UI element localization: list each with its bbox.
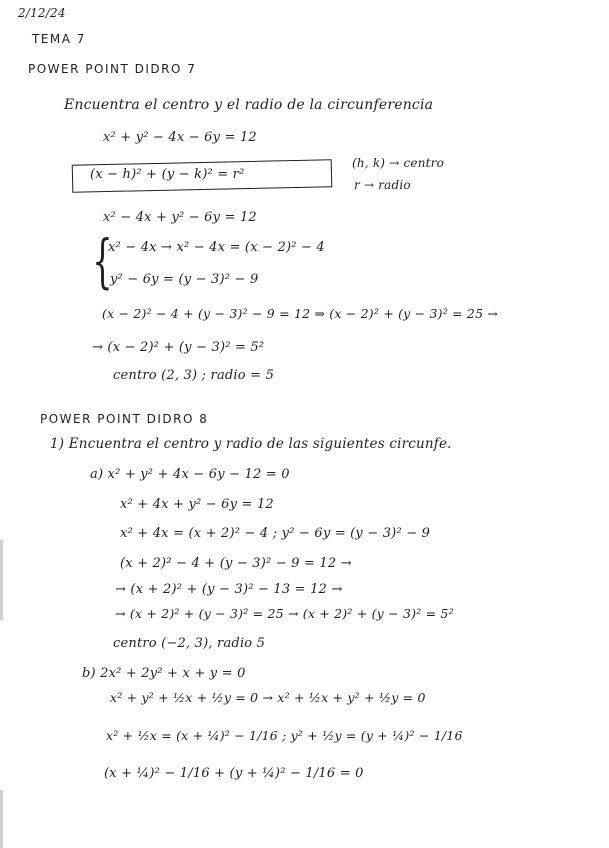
note-center: (h, k) → centro (352, 156, 445, 170)
b-line2: x² + ½x = (x + ¼)² − 1/16 ; y² + ½y = (y + ¼)² − 1/16 (106, 728, 463, 743)
pp8-question: 1) Encuentra el centro y radio de las siguientes circunfe. (50, 436, 452, 452)
a-line1: x² + 4x + y² − 6y = 12 (120, 497, 274, 512)
a-line4: → (x + 2)² + (y − 3)² − 13 = 12 → (115, 582, 343, 597)
powerpoint-8-title: POWER POINT DIDRO 8 (40, 412, 209, 426)
ex1-result: centro (2, 3) ; radio = 5 (113, 368, 275, 383)
ex1-step1: x² − 4x + y² − 6y = 12 (103, 210, 257, 225)
b-line1: x² + y² + ½x + ½y = 0 → x² + ½x + y² + ½y = 0 (110, 690, 426, 705)
general-form: (x − h)² + (y − k)² = r² (90, 167, 245, 182)
ex1-step4: (x − 2)² − 4 + (y − 3)² − 9 = 12 ⇒ (x − 2)² + (y − 3)² = 25 → (102, 306, 499, 321)
ex1-step5: → (x − 2)² + (y − 3)² = 5² (92, 340, 265, 355)
b-line3: (x + ¼)² − 1/16 + (y + ¼)² − 1/16 = 0 (104, 766, 364, 781)
scan-edge (0, 790, 3, 848)
a-line3: (x + 2)² − 4 + (y − 3)² − 9 = 12 → (120, 556, 352, 571)
a-line5: → (x + 2)² + (y − 3)² = 25 → (x + 2)² + (y − 3)² = 5² (115, 606, 454, 621)
a-result: centro (−2, 3), radio 5 (113, 636, 266, 651)
scan-edge (0, 540, 3, 620)
note-radius: r → radio (354, 178, 411, 192)
tema-title: TEMA 7 (32, 32, 86, 46)
ex1-step3: y² − 6y = (y − 3)² − 9 (110, 272, 259, 287)
ex1-statement: Encuentra el centro y el radio de la circunferencia (64, 97, 434, 113)
ex1-equation: x² + y² − 4x − 6y = 12 (103, 130, 257, 145)
brace: { (92, 227, 113, 295)
a-line2: x² + 4x = (x + 2)² − 4 ; y² − 6y = (y − 3)² − 9 (120, 526, 431, 541)
ex1-step2: x² − 4x → x² − 4x = (x − 2)² − 4 (108, 240, 325, 255)
powerpoint-7-title: POWER POINT DIDRO 7 (28, 62, 197, 76)
date: 2/12/24 (18, 6, 66, 20)
a-equation: a) x² + y² + 4x − 6y − 12 = 0 (90, 467, 290, 482)
b-equation: b) 2x² + 2y² + x + y = 0 (82, 666, 246, 681)
